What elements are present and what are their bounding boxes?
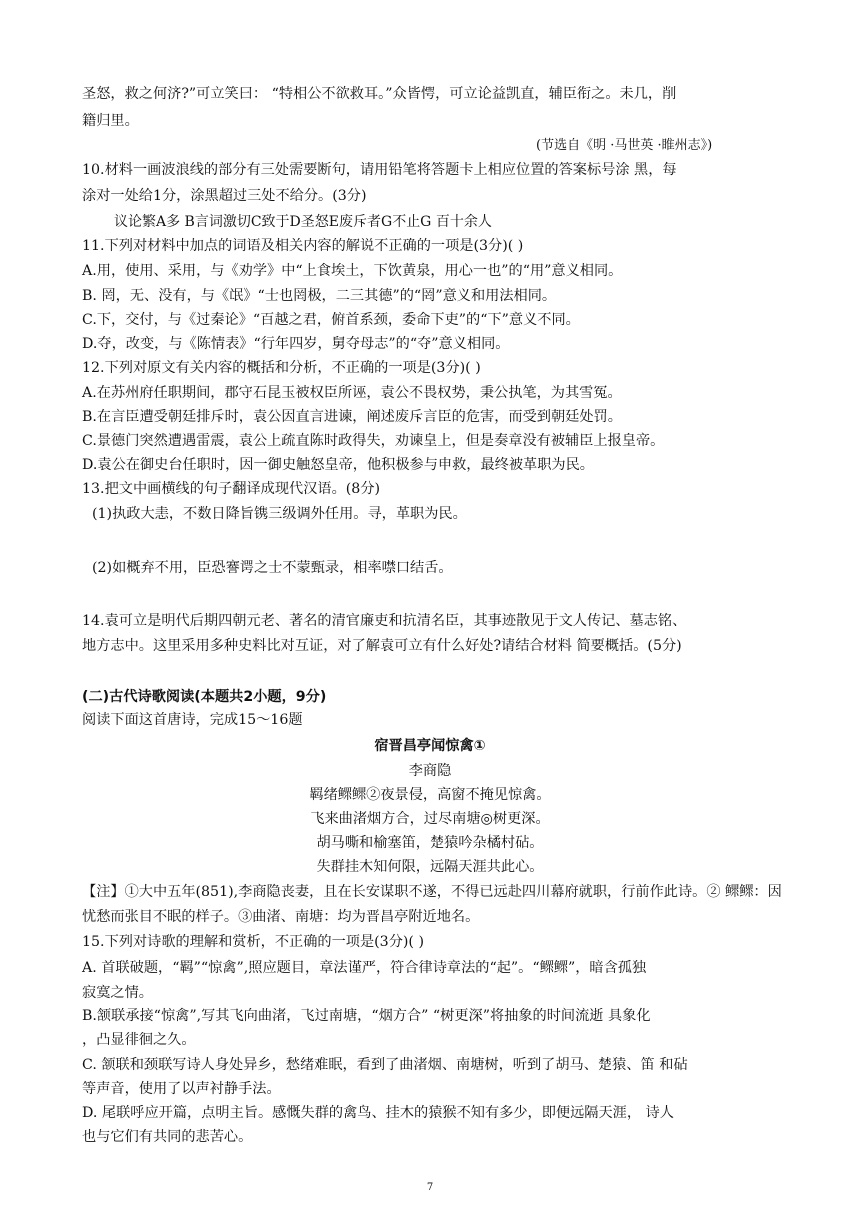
option-a-cont: 寂寞之情。 bbox=[82, 985, 153, 1001]
question-14: 14.袁可立是明代后期四朝元老、著名的清官廉吏和抗清名臣，其事迹散见于文人传记、墓志铭、 bbox=[82, 613, 687, 629]
option-c: C. 颔联和颈联写诗人身处异乡，愁绪难眠，看到了曲渚烟、南塘树，听到了胡马、楚猿、笛 和砧 bbox=[82, 1057, 688, 1073]
option-d-cont: 也与它们有共同的悲苦心。 bbox=[82, 1129, 253, 1145]
instruction: 阅读下面这首唐诗，完成15～16题 bbox=[82, 712, 303, 728]
note-cont: 忧愁而张目不眠的样子。③曲渚、南塘：均为晋昌亭附近地名。 bbox=[82, 909, 480, 925]
question-13-sentence-1: (1)执政大恚，不数日降旨镌三级调外任用。寻，革职为民。 bbox=[92, 506, 467, 522]
question-13-sentence-2: (2)如概弃不用，臣恐謇谔之士不蒙甄录，相率噤口结舌。 bbox=[92, 560, 453, 576]
question-10-cont: 涂对一处给1分，涂黑超过三处不给分。(3分) bbox=[82, 188, 367, 204]
question-11: 11.下列对材料中加点的词语及相关内容的解说不正确的一项是(3分)( ) bbox=[82, 238, 524, 254]
question-10: 10.材料一画波浪线的部分有三处需要断句，请用铅笔将答题卡上相应位置的答案标号涂 黑，每 bbox=[82, 162, 677, 178]
note: 【注】①大中五年(851),李商隐丧妻，且在长安谋职不遂，不得已远赴四川幕府就职，行前作此诗。② 鳏鳏：因 bbox=[82, 884, 782, 900]
page-number: 7 bbox=[426, 1182, 434, 1193]
option-b: B.在言臣遭受朝廷排斥时，袁公因直言进谏，阐述废斥言臣的危害，而受到朝廷处罚。 bbox=[82, 409, 622, 425]
text-line: 圣怒，救之何济?”可立笑曰： “特相公不欲救耳。”众皆愕，可立论益凯直，辅臣衔之。未几，削 bbox=[82, 86, 677, 102]
section-heading: (二)古代诗歌阅读(本题共2小题，9分) bbox=[82, 689, 327, 705]
poem-line: 飞来曲渚烟方合，过尽南塘◎树更深。 bbox=[310, 811, 550, 827]
question-15: 15.下列对诗歌的理解和赏析，不正确的一项是(3分)( ) bbox=[82, 934, 424, 950]
option-c-cont: 等声音，使用了以声衬静手法。 bbox=[82, 1081, 281, 1097]
poem-line: 失群挂木知何限，远隔天涯共此心。 bbox=[316, 859, 544, 875]
question-12: 12.下列对原文有关内容的概括和分析，不正确的一项是(3分)( ) bbox=[82, 360, 481, 376]
poem-title: 宿晋昌亭闻惊禽① bbox=[374, 738, 486, 754]
text-line: 籍归里。 bbox=[82, 113, 139, 129]
option-d: D.袁公在御史台任职时，因一御史触怒皇帝，他积极参与申救，最终被革职为民。 bbox=[82, 457, 594, 473]
poem-author: 李商隐 bbox=[408, 763, 452, 779]
option-a: A. 首联破题，“羁”“惊禽”,照应题目，章法谨严，符合律诗章法的“起”。“鳏鳏”，暗含孤独 bbox=[82, 960, 647, 976]
question-10-options: 议论繁A多 B言词激切C致于D圣怒E废斥者G不止G 百十余人 bbox=[114, 214, 492, 230]
option-d: D. 尾联呼应开篇，点明主旨。感慨失群的禽鸟、挂木的猿猴不知有多少，即便远隔天涯， 诗人 bbox=[82, 1105, 674, 1121]
source-citation: (节选自《明 ·马世英 ·睢州志》) bbox=[536, 138, 713, 153]
option-b: B. 罔，无、没有，与《氓》“士也罔极，二三其德”的“罔”意义和用法相同。 bbox=[82, 288, 557, 304]
option-d: D.夺，改变，与《陈情表》“行年四岁，舅夺母志”的“夺”意义相同。 bbox=[82, 336, 510, 352]
option-b: B.颔联承接“惊禽”,写其飞向曲渚，飞过南塘，“烟方合” “树更深”将抽象的时间流逝 具象化 bbox=[82, 1008, 651, 1024]
poem-line: 羁绪鳏鳏②夜景侵，高窗不掩见惊禽。 bbox=[309, 787, 551, 803]
option-c: C.景德门突然遭遇雷震，袁公上疏直陈时政得失，劝谏皇上，但是奏章没有被辅臣上报皇帝。 bbox=[82, 433, 665, 449]
option-b-cont: ，凸显徘徊之久。 bbox=[82, 1032, 196, 1048]
option-a: A.用，使用、采用，与《劝学》中“上食埃土，下饮黄泉，用心一也”的“用”意义相同。 bbox=[82, 263, 623, 279]
poem-line: 胡马嘶和榆塞笛，楚猿吟杂橘村砧。 bbox=[316, 835, 544, 851]
option-c: C.下，交付，与《过秦论》“百越之君，俯首系颈，委命下吏”的“下”意义不同。 bbox=[82, 312, 580, 328]
question-13: 13.把文中画横线的句子翻译成现代汉语。(8分) bbox=[82, 481, 381, 497]
option-a: A.在苏州府任职期间，郡守石昆玉被权臣所诬，袁公不畏权势，秉公执笔，为其雪冤。 bbox=[82, 385, 622, 401]
question-14-cont: 地方志中。这里采用多种史料比对互证，对了解袁可立有什么好处?请结合材料 简要概括。(5分) bbox=[82, 638, 682, 654]
